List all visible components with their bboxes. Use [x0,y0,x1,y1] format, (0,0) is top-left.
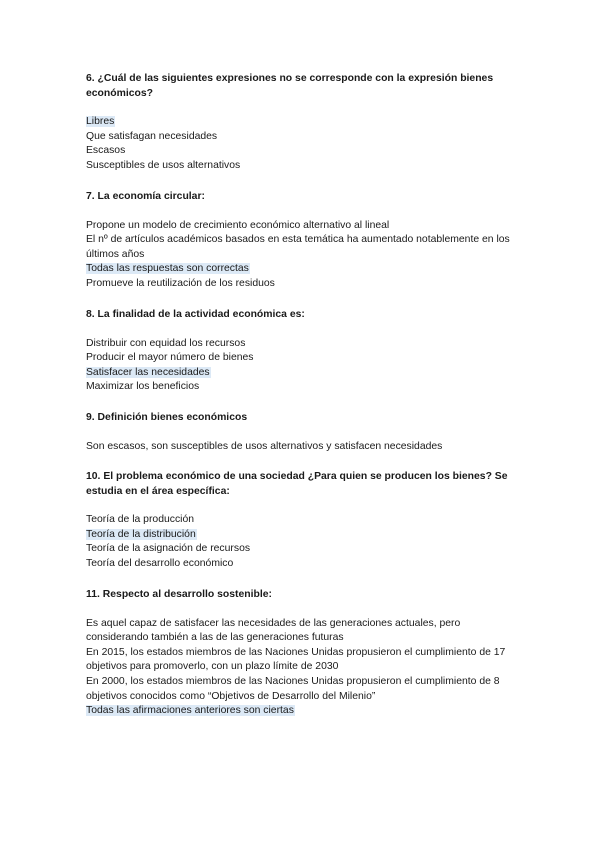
answer-list [86,617,516,719]
answer-option-selected: Satisfacer las necesidades [86,366,210,378]
answer-option: En 2015, los estados miembros de las Naciones Unidas propusieron el cumplimiento de 17 objetivos para promoverlo, con un plazo límite de 2030 [86,646,506,673]
question-title: 6. ¿Cuál de las siguientes expresiones no se corresponde con la expresión bienes económicos? [86,73,494,99]
answer-option: Son escasos, son susceptibles de usos alternativos y satisfacen necesidades [86,440,443,452]
question-title: 10. El problema económico de una sociedad ¿Para quien se producen los bienes? Se estudia en el área específica: [86,471,508,497]
answer-option: Que satisfagan necesidades [86,130,218,142]
question-title: 9. Definición bienes económicos [86,412,248,423]
answer-list [86,219,516,292]
answer-option-selected: Libres [86,116,115,128]
answer-list [86,115,516,173]
answer-option: Es aquel capaz de satisfacer las necesidades de las generaciones actuales, pero considerando también a las de las generaciones futuras [86,617,461,644]
question-7 [86,190,516,292]
answer-list [86,513,516,571]
answer-option: Promueve la reutilización de los residuos [86,277,275,289]
answer-option: Producir el mayor número de bienes [86,352,254,364]
question-title: 8. La finalidad de la actividad económica es: [86,309,305,320]
answer-option: Teoría de la asignación de recursos [86,543,251,555]
question-10 [86,470,516,572]
answer-option: Teoría de la producción [86,514,195,526]
answer-option: En 2000, los estados miembros de las Naciones Unidas propusieron el cumplimiento de 8 objetivos conocidos como “Objetivos de Desarrollo del Milenio” [86,675,500,702]
answer-option: Teoría del desarrollo económico [86,557,234,569]
question-title: 7. La economía circular: [86,191,205,202]
answer-option: Escasos [86,145,126,157]
answer-option: Maximizar los beneficios [86,381,200,393]
question-11 [86,588,516,719]
question-title: 11. Respecto al desarrollo sostenible: [86,589,272,600]
answer-list [86,440,516,455]
answer-option-selected: Todas las afirmaciones anteriores son ciertas [86,705,294,717]
answer-option-selected: Teoría de la distribución [86,528,196,540]
question-8 [86,308,516,395]
question-6 [86,72,516,174]
answer-option-selected: Todas las respuestas son correctas [86,263,249,275]
answer-option: Susceptibles de usos alternativos [86,159,241,171]
answer-list [86,337,516,395]
answer-option: El nº de artículos académicos basados en esta temática ha aumentado notablemente en los últimos años [86,234,510,260]
answer-option: Distribuir con equidad los recursos [86,337,246,349]
answer-option: Propone un modelo de crecimiento económico alternativo al lineal [86,219,390,231]
question-9 [86,411,516,454]
